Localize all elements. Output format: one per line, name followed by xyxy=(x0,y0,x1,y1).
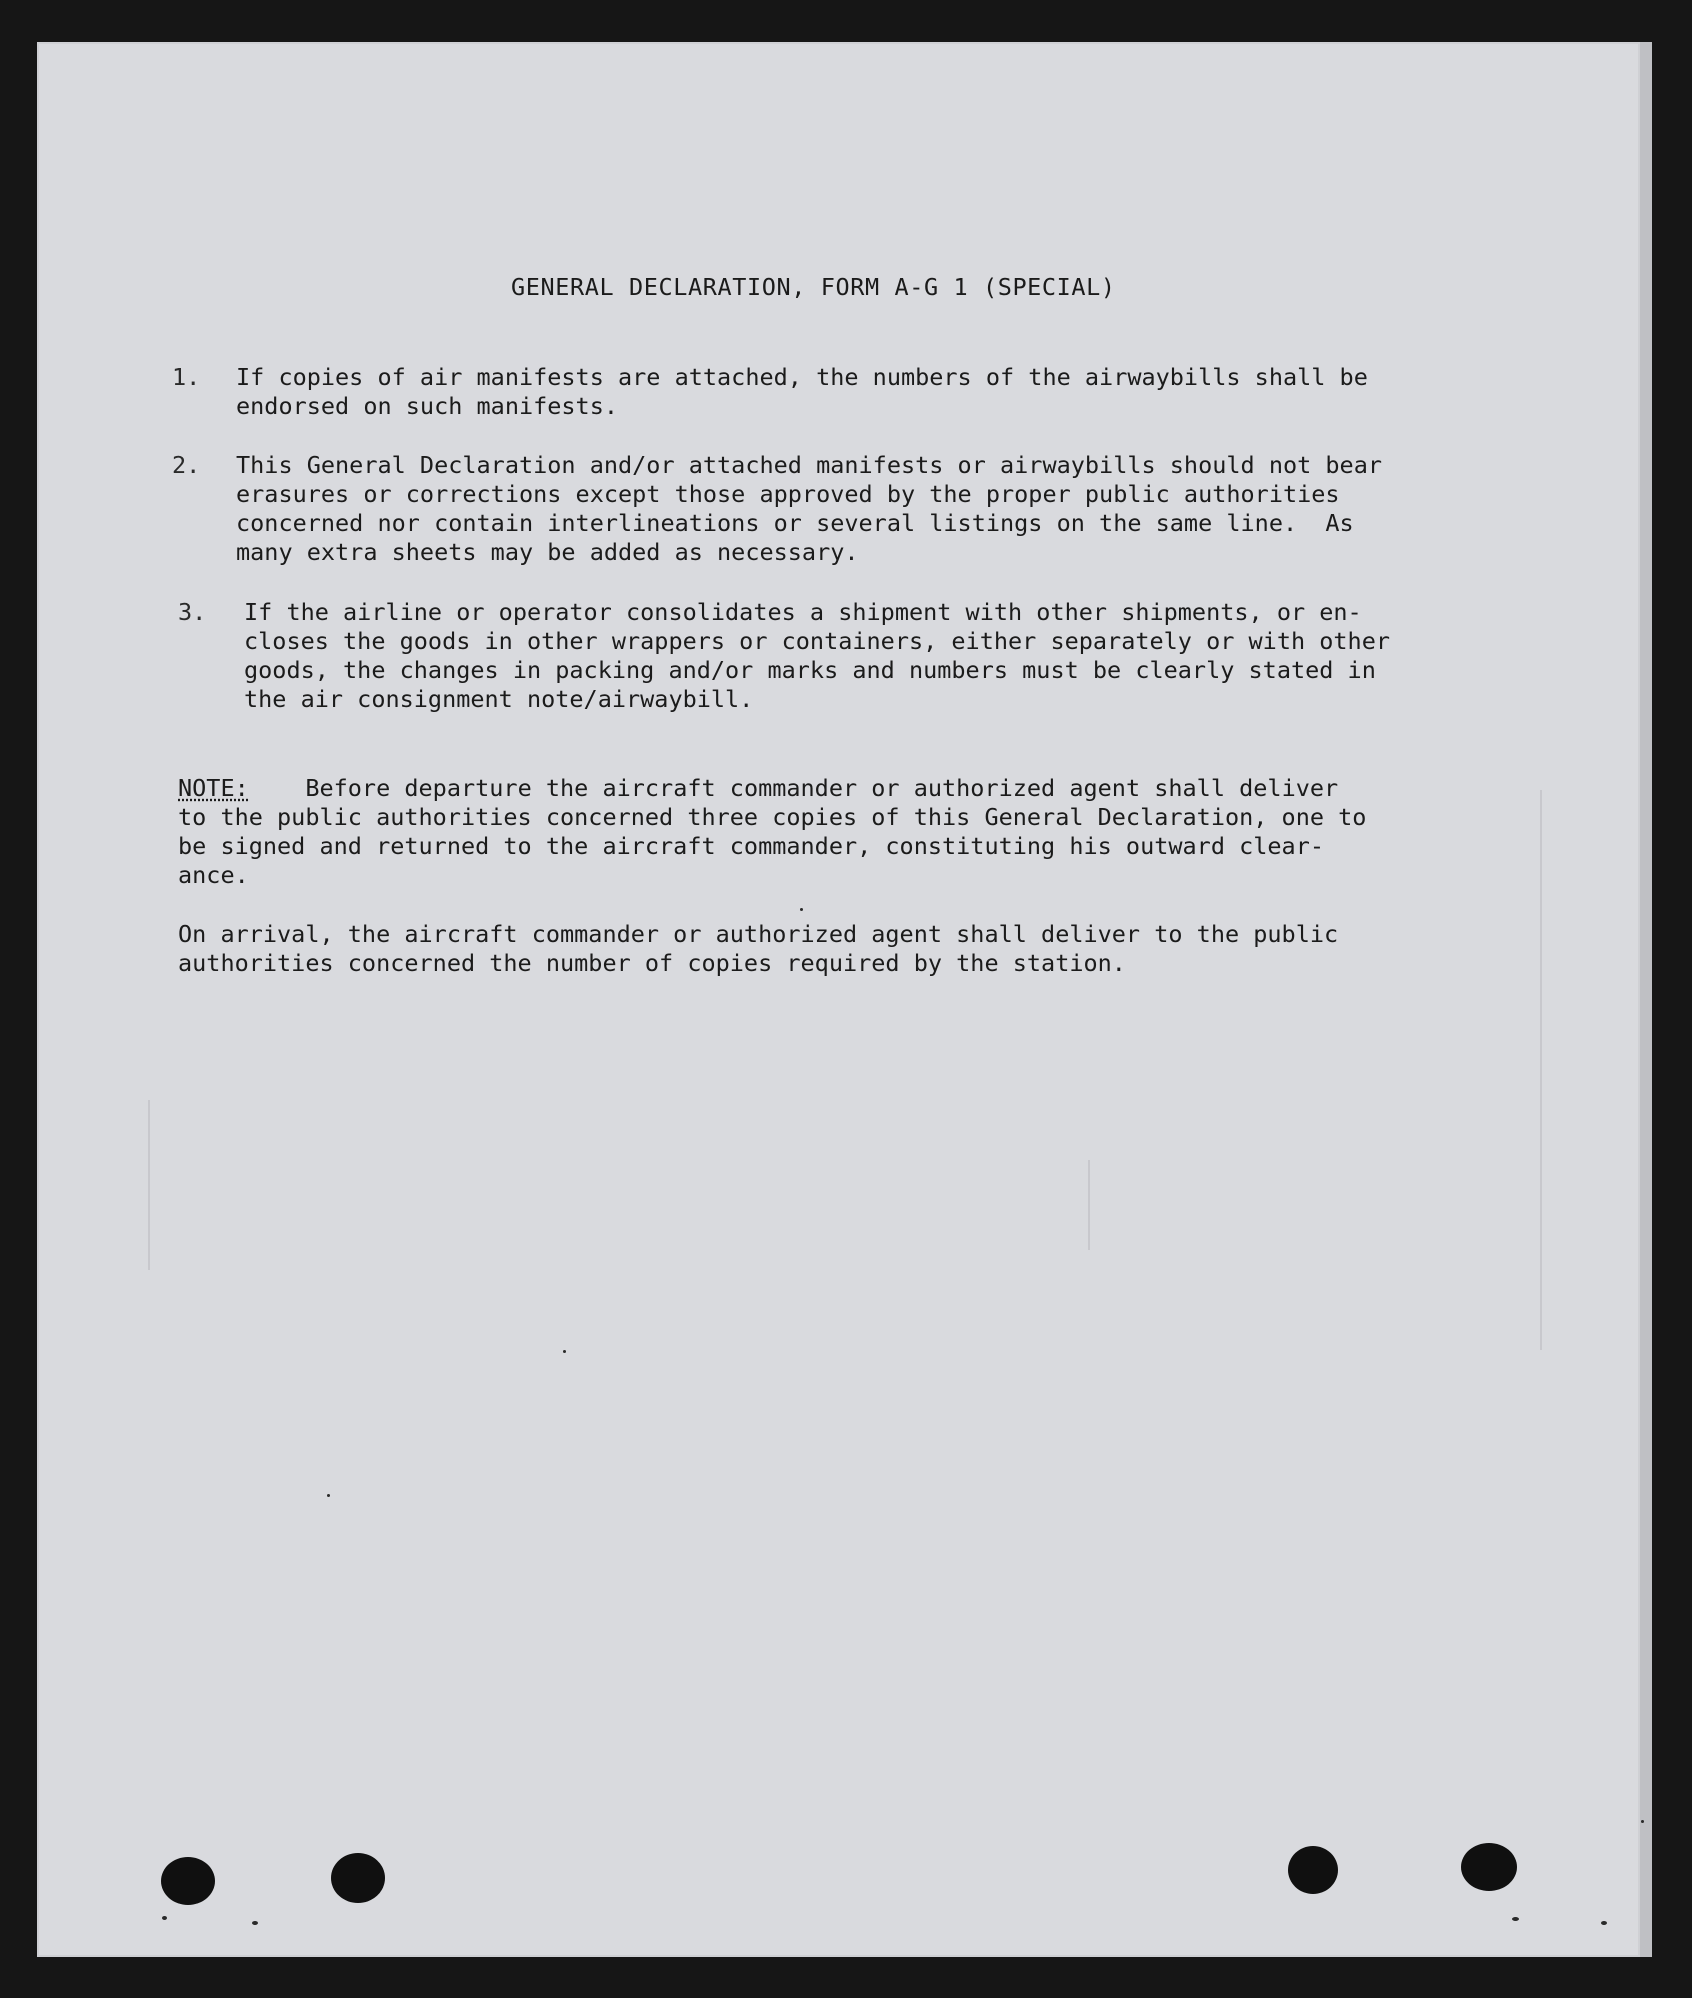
item-line: many extra sheets may be added as necessary. xyxy=(236,538,859,566)
note-paragraph xyxy=(178,774,1504,890)
item-line: If copies of air manifests are attached, the numbers of the airwaybills shall be xyxy=(236,363,1368,391)
item-line: If the airline or operator consolidates a shipment with other shipments, or en- xyxy=(244,598,1362,626)
arrival-line: On arrival, the aircraft commander or authorized agent shall deliver to the public xyxy=(178,920,1339,948)
item-text xyxy=(236,363,1498,421)
dust-speck xyxy=(1512,1917,1519,1921)
ghost-mark xyxy=(1088,1160,1090,1250)
note-first-line xyxy=(178,774,1504,803)
ghost-mark xyxy=(1540,790,1542,1350)
ghost-mark xyxy=(148,1100,150,1270)
item-number: 3. xyxy=(178,598,207,626)
punch-hole xyxy=(1461,1843,1517,1891)
item-line: erasures or corrections except those approved by the proper public authorities xyxy=(236,480,1340,508)
dust-speck xyxy=(1601,1921,1607,1925)
dust-speck xyxy=(162,1916,167,1920)
item-text xyxy=(236,451,1498,567)
document-title: GENERAL DECLARATION, FORM A-G 1 (SPECIAL) xyxy=(511,273,1116,301)
note-line: Before departure the aircraft commander or authorized agent shall deliver xyxy=(305,774,1339,802)
note-line: ance. xyxy=(178,861,249,889)
item-text xyxy=(244,598,1506,714)
note-line: to the public authorities concerned three copies of this General Declaration, one to xyxy=(178,803,1367,831)
dust-speck xyxy=(563,1350,566,1353)
page-edge xyxy=(1640,42,1652,1957)
dust-speck xyxy=(327,1494,330,1497)
item-line: concerned nor contain interlineations or several listings on the same line. As xyxy=(236,509,1354,537)
dust-speck xyxy=(252,1921,258,1925)
arrival-paragraph xyxy=(178,920,1504,978)
document-page xyxy=(37,42,1640,1957)
punch-hole xyxy=(161,1857,215,1905)
item-line: endorsed on such manifests. xyxy=(236,392,619,420)
note-line: be signed and returned to the aircraft commander, constituting his outward clear- xyxy=(178,832,1325,860)
dust-speck xyxy=(800,908,803,911)
arrival-line: authorities concerned the number of copies required by the station. xyxy=(178,949,1126,977)
punch-hole xyxy=(331,1853,385,1903)
dust-speck xyxy=(1641,1820,1644,1823)
punch-hole xyxy=(1288,1846,1338,1894)
item-line: goods, the changes in packing and/or marks and numbers must be clearly stated in xyxy=(244,656,1376,684)
item-line: This General Declaration and/or attached manifests or airwaybills should not bear xyxy=(236,451,1383,479)
item-number: 1. xyxy=(172,363,201,391)
item-number: 2. xyxy=(172,451,201,479)
item-line: the air consignment note/airwaybill. xyxy=(244,685,754,713)
note-label: NOTE: xyxy=(178,774,249,802)
item-line: closes the goods in other wrappers or containers, either separately or with other xyxy=(244,627,1391,655)
